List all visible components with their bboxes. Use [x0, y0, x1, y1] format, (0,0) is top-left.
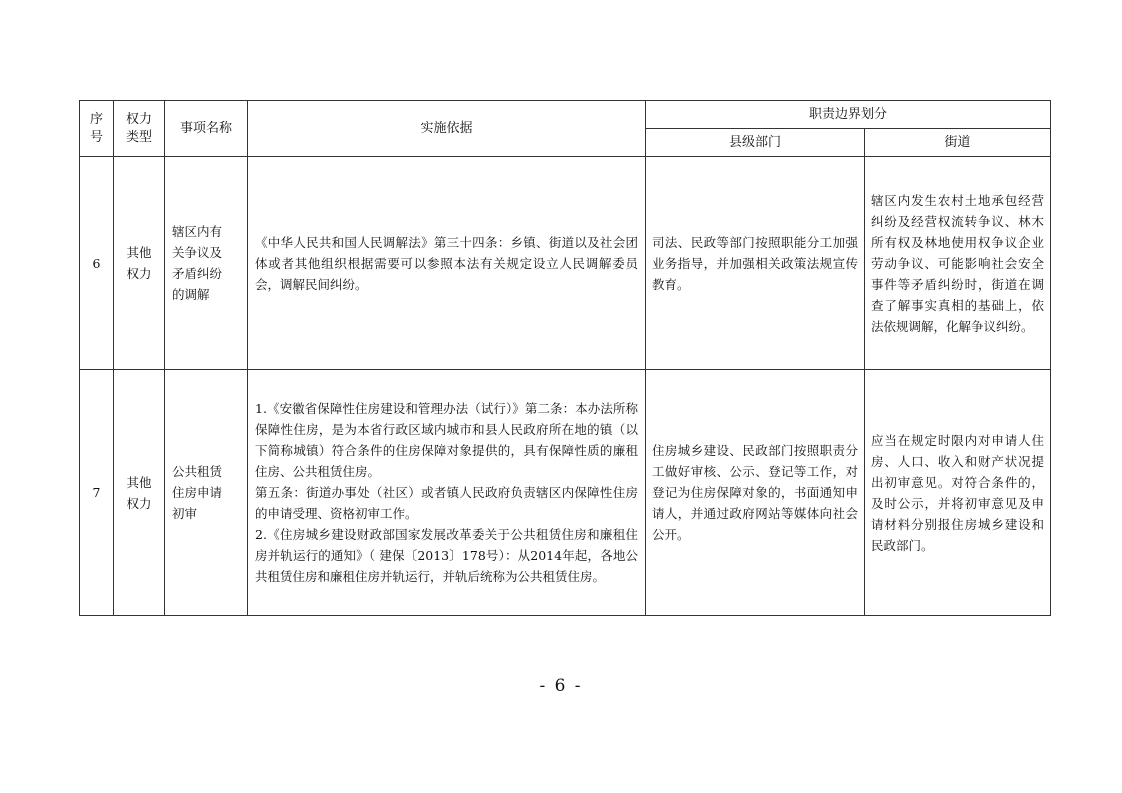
item-name: 辖区内有 关争议及 矛盾纠纷 的调解 — [165, 157, 248, 370]
header-division: 职责边界划分 — [646, 101, 1051, 129]
row-number: 6 — [80, 157, 114, 370]
table-row — [80, 157, 1051, 370]
header-basis: 实施依据 — [248, 101, 646, 157]
authority-table — [79, 100, 1051, 616]
page-number: - 6 - — [539, 676, 583, 696]
county-department-duty: 司法、民政等部门按照职能分工加强业务指导，并加强相关政策法规宣传教育。 — [646, 157, 865, 370]
header-county: 县级部门 — [646, 129, 865, 157]
implementation-basis: 1.《安徽省保障性住房建设和管理办法（试行）》第二条：本办法所称保障性住房，是为本省行政区域内城市和县人民政府所在地的镇（以下简称城镇）符合条件的住房保障对象提供的，具有保障性质的廉租住房、公共租赁住房。 第五条：街道办事处（社区）或者镇人民政府负责辖区内保障性住房的申请受理、资格初审工作。 2.《住房城乡建设财政部国家发展改革委关于公共租赁住房和廉租住房并轨运行的通知》（ 建保〔2013〕178号）：从2014年起，各地公共租赁住房和廉租住房并轨运行，并轨后统称为公共租赁住房。 — [248, 370, 646, 616]
power-type: 其他 权力 — [114, 370, 165, 616]
header-seq: 序 号 — [80, 101, 114, 157]
row-number: 7 — [80, 370, 114, 616]
header-street: 街道 — [865, 129, 1051, 157]
street-duty: 应当在规定时限内对申请人住房、人口、收入和财产状况提出初审意见。对符合条件的，及时公示，并将初审意见及申请材料分别报住房城乡建设和民政部门。 — [865, 370, 1051, 616]
implementation-basis: 《中华人民共和国人民调解法》第三十四条：乡镇、街道以及社会团体或者其他组织根据需要可以参照本法有关规定设立人民调解委员会，调解民间纠纷。 — [248, 157, 646, 370]
item-name: 公共租赁 住房申请 初审 — [165, 370, 248, 616]
county-department-duty: 住房城乡建设、民政部门按照职责分工做好审核、公示、登记等工作，对登记为住房保障对象的，书面通知申请人，并通过政府网站等媒体向社会公开。 — [646, 370, 865, 616]
header-power-type: 权力 类型 — [114, 101, 165, 157]
street-duty: 辖区内发生农村土地承包经营纠纷及经营权流转争议、林木所有权及林地使用权争议企业劳动争议、可能影响社会安全事件等矛盾纠纷时，街道在调查了解事实真相的基础上，依法依规调解，化解争议纠纷。 — [865, 157, 1051, 370]
power-type: 其他 权力 — [114, 157, 165, 370]
table-row — [80, 370, 1051, 616]
header-item-name: 事项名称 — [165, 101, 248, 157]
